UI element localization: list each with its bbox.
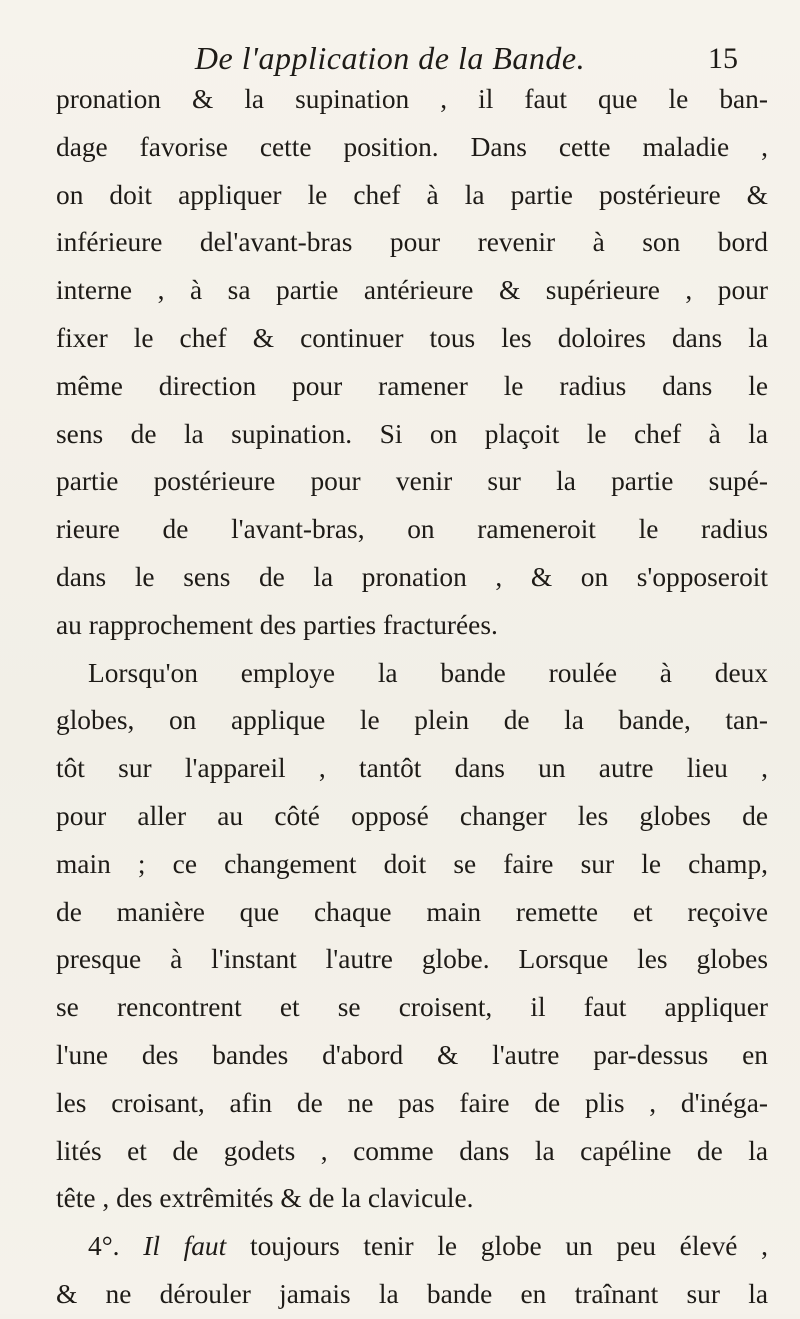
text-line: les croisant, afin de ne pas faire de plis , d'inéga- [56,1087,768,1118]
text-line: partie postérieure pour venir sur la partie supé- [56,466,768,497]
text-line: l'une des bandes d'abord & l'autre par-dessus en [56,1039,768,1070]
text-line: pronation & la supination , il faut que le ban- [56,84,768,114]
text-line: au rapprochement des parties fracturées. [56,609,498,640]
item-number: 4°. [88,1231,120,1262]
text-line: dage favorise cette position. Dans cette maladie , [56,131,768,162]
text-fragment: toujours tenir le globe un peu élevé , [249,1231,768,1262]
text-line: & ne dérouler jamais la bande en traînant sur la [56,1278,768,1309]
text-line: lités et de godets , comme dans la capéline de la [56,1135,768,1166]
running-title: De l'application de la Bande. [194,40,586,76]
body-text [56,76,768,1309]
text-line: globes, on applique le plein de la bande, tan- [56,705,768,736]
text-line: même direction pour ramener le radius dans le [56,370,768,401]
text-line: tôt sur l'appareil , tantôt dans un autre lieu , [56,753,768,784]
text-line: sens de la supination. Si on plaçoit le chef à la [56,418,768,449]
text-line: tête , des extrêmités & de la clavicule. [56,1183,474,1214]
text-line: pour aller au côté opposé changer les globes de [56,800,768,831]
text-line: inférieure del'avant-bras pour revenir à son bord [56,227,768,258]
text-line: fixer le chef & continuer tous les doloires dans la [56,322,768,353]
text-line: on doit appliquer le chef à la partie postérieure & [56,179,768,210]
italic-phrase: Il faut [143,1231,227,1262]
text-line: de manière que chaque main remette et reçoive [56,896,768,927]
text-line: Lorsqu'on employe la bande roulée à deux [88,657,768,688]
text-line: rieure de l'avant-bras, on rameneroit le radius [56,514,768,545]
text-line: se rencontrent et se croisent, il faut appliquer [56,992,768,1023]
text-line: presque à l'instant l'autre globe. Lorsque les globes [56,944,768,975]
text-line: interne , à sa partie antérieure & supérieure , pour [56,275,768,306]
text-line: dans le sens de la pronation , & on s'opposeroit [56,561,768,592]
text-line [56,1223,768,1271]
text-line: main ; ce changement doit se faire sur le champ, [56,848,768,879]
page-number: 15 [708,42,738,75]
